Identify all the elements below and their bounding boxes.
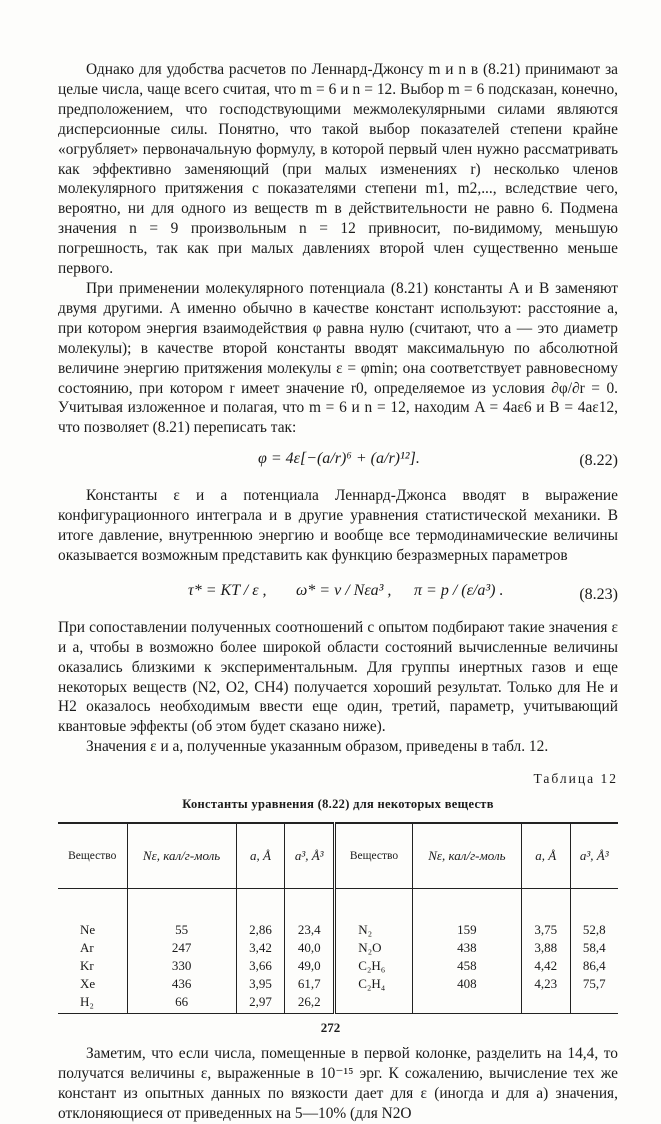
page-number: 272	[320, 1020, 341, 1035]
cell-a: 3,95	[236, 975, 285, 993]
cell-energy-2: 159	[412, 889, 521, 940]
cell-substance: Xe	[80, 976, 96, 992]
formula-8-23	[58, 570, 618, 614]
cell-a3: 49,0	[285, 957, 335, 975]
cell-energy: 66	[127, 993, 236, 1014]
cell-a-2: 3,75	[521, 889, 570, 940]
header-energy: Nε, кал/г-моль	[127, 823, 236, 889]
formula-pi: π = p / (ε/a³) .	[414, 581, 504, 599]
cell-energy: 55	[127, 889, 236, 940]
cell-substance: Kr	[80, 958, 94, 974]
cell-substance-2: C₂H₄	[335, 975, 413, 993]
header-substance: Вещество	[58, 823, 127, 889]
formula-tau: τ* = KT / ε ,	[188, 581, 267, 599]
cell-a-2: 4,23	[521, 975, 570, 993]
table-label: Таблица 12	[533, 771, 618, 787]
formula-omega: ω* = v / Nεa³ ,	[296, 581, 392, 599]
cell-a3: 26,2	[285, 993, 335, 1014]
cell-a3-2: 58,4	[570, 939, 618, 957]
cell-energy: 247	[127, 939, 236, 957]
formula-8-22	[58, 442, 618, 480]
cell-substance-2: N₂	[335, 889, 413, 940]
constants-table	[58, 822, 618, 1014]
cell-a3: 61,7	[285, 975, 335, 993]
cell-a-2	[521, 993, 570, 1014]
paragraph-5: Значения ε и a, полученные указанным образом, приведены в табл. 12.	[86, 738, 549, 756]
header-a3-2: a³, Å³	[570, 823, 618, 889]
cell-a: 2,86	[236, 889, 285, 940]
header-a-2: a, Å	[521, 823, 570, 889]
header-energy-2: Nε, кал/г-моль	[412, 823, 521, 889]
table-header-row	[58, 823, 618, 889]
cell-a3: 40,0	[285, 939, 335, 957]
paragraph-6: Заметим, что если числа, помещенные в первой колонке, разделить на 14,4, то получатся величины ε, выраженные в 10⁻¹⁵ эрг. К сожалению, вычисление тех же констант из опытных данных по вязкости дает для ε (иногда и для a) значения, отклоняющиеся от приведенных на 5—10% (для N2O	[58, 1045, 618, 1122]
cell-substance-2: C₂H₆	[335, 957, 413, 975]
header-a3: a³, Å³	[285, 823, 335, 889]
cell-a-2: 3,88	[521, 939, 570, 957]
cell-substance: Ne	[80, 922, 96, 938]
cell-a3-2: 86,4	[570, 957, 618, 975]
cell-a-2: 4,42	[521, 957, 570, 975]
cell-energy-2: 438	[412, 939, 521, 957]
cell-energy: 436	[127, 975, 236, 993]
table-row	[58, 975, 618, 993]
cell-energy: 330	[127, 957, 236, 975]
cell-energy-2: 458	[412, 957, 521, 975]
formula-8-22-number: (8.22)	[579, 452, 618, 470]
cell-a: 3,66	[236, 957, 285, 975]
header-substance-2: Вещество	[335, 823, 413, 889]
table-row	[58, 939, 618, 957]
table-title: Константы уравнения (8.22) для некоторых веществ	[182, 797, 494, 812]
table-row	[58, 957, 618, 975]
cell-substance-2	[335, 993, 413, 1014]
cell-a3-2: 52,8	[570, 889, 618, 940]
cell-substance-2: N₂O	[335, 939, 413, 957]
cell-substance: Ar	[80, 940, 94, 956]
header-a: a, Å	[236, 823, 285, 889]
table-row	[58, 993, 618, 1014]
table-row	[58, 889, 618, 940]
cell-substance: H₂	[58, 993, 127, 1014]
cell-a: 3,42	[236, 939, 285, 957]
paragraph-3: Константы ε и a потенциала Леннард-Джонса вводят в выражение конфигурационного интеграла и в другие уравнения статистической механики. В итоге давление, внутреннюю энергию и вообще все термодинамические величины оказывается возможным представить как функцию безразмерных параметров	[58, 487, 618, 564]
paragraph-1: Однако для удобства расчетов по Леннард-Джонсу m и n в (8.21) принимают за целые числа, чаще всего считая, что m = 6 и n = 12. Выбор m = 6 подсказан, конечно, предположением, что господствующими межмолекулярными силами являются дисперсионные силы. Понятно, что такой выбор показателей степени крайне «огрубляет» первоначальную формулу, в которой первый член нужно рассматривать как эффективно заменяющий (при малых изменениях r) несколько членов молекулярного притяжения с показателями степени m1, m2,..., вследствие чего, вероятно, ни для одного из веществ m в действительности не равно 6. Подмена значения n = 9 произвольным n = 12 привносит, по-видимому, меньшую погрешность, так как при малых давлениях второй член существенно меньше первого.	[58, 61, 618, 278]
paragraph-2: При применении молекулярного потенциала (8.21) константы A и B заменяют двумя другими. А именно обычно в качестве констант используют: расстояние a, при котором энергия взаимодействия φ равна нулю (считают, что a — это диаметр молекулы); в качестве второй константы вводят максимальную по абсолютной величине энергию притяжения молекулы ε = φmin; она соответствует равновесному состоянию, при котором r имеет значение r0, определяемое из условия ∂φ/∂r = 0. Учитывая изложенное и полагая, что m = 6 и n = 12, находим A = 4aε6 и B = 4aε12, что позволяет (8.21) переписать так:	[58, 279, 618, 437]
cell-a3-2	[570, 993, 618, 1014]
paragraph-4: При сопоставлении полученных соотношений с опытом подбирают такие значения ε и a, чтобы в возможно более широкой области состояний вычисленные величины оказались близкими к экспериментальным. Для группы инертных газов и еще некоторых веществ (N2, O2, CH4) получается хороший результат. Только для He и H2 оказалось необходимым ввести еще один, третий, параметр, учитывающий квантовые эффекты (об этом будет сказано ниже).	[58, 618, 618, 736]
cell-energy-2: 408	[412, 975, 521, 993]
cell-a: 2,97	[236, 993, 285, 1014]
page-body	[58, 60, 618, 1124]
cell-a3: 23,4	[285, 889, 335, 940]
cell-a3-2: 75,7	[570, 975, 618, 993]
formula-8-22-expression: φ = 4ε[−(a/r)⁶ + (a/r)¹²].	[258, 450, 420, 468]
cell-energy-2	[412, 993, 521, 1014]
formula-8-23-number: (8.23)	[579, 585, 618, 603]
